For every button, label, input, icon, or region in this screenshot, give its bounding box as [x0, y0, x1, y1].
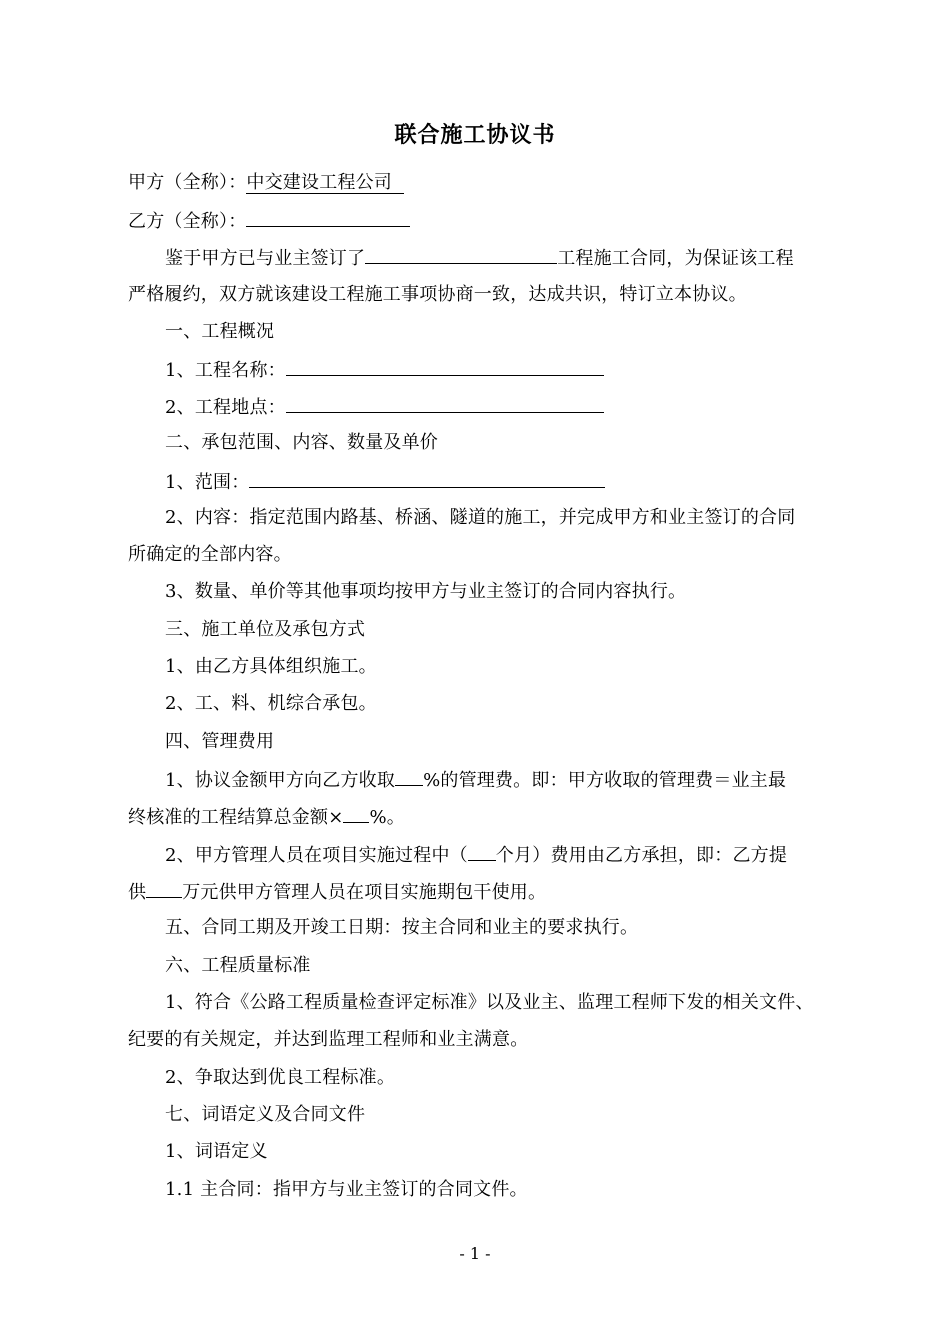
project-name-line: 1、工程名称：	[165, 357, 604, 383]
definitions-heading: 1、词语定义	[165, 1141, 268, 1162]
fee-line-1: 1、协议金额甲方向乙方收取 %的管理费。即：甲方收取的管理费＝业主最	[165, 767, 786, 793]
scope-blank[interactable]	[249, 469, 605, 488]
content-line-2: 所确定的全部内容。	[128, 544, 292, 565]
section-4-heading: 四、管理费用	[165, 731, 275, 752]
project-location-line: 2、工程地点：	[165, 394, 604, 420]
section-6-heading: 六、工程质量标准	[165, 955, 311, 976]
section-2-heading: 二、承包范围、内容、数量及单价	[165, 432, 438, 453]
party-b-label: 乙方（全称）：	[128, 211, 247, 232]
quality-line-1: 1、符合《公路工程质量检查评定标准》以及业主、监理工程师下发的相关文件、	[165, 992, 814, 1013]
staff-cost-line-1: 2、甲方管理人员在项目实施过程中（ 个月）费用由乙方承担，即：乙方提	[165, 842, 787, 868]
fee-percent-blank[interactable]	[395, 767, 423, 786]
fee-percent-blank-2[interactable]	[343, 804, 369, 823]
months-blank[interactable]	[468, 842, 496, 861]
intro-line-1: 鉴于甲方已与业主签订了 工程施工合同，为保证该工程	[165, 245, 794, 271]
party-a-value: 中交建设工程公司	[246, 172, 393, 193]
party-a-line	[128, 171, 404, 195]
content-line-1: 2、内容：指定范围内路基、桥涵、隧道的施工，并完成甲方和业主签订的合同	[165, 507, 796, 528]
section-7-heading: 七、词语定义及合同文件	[165, 1104, 366, 1125]
section-3-item-1: 1、由乙方具体组织施工。	[165, 656, 377, 677]
fee-line-2: 终核准的工程结算总金额× %。	[128, 804, 405, 830]
section-5-line: 五、合同工期及开竣工日期：按主合同和业主的要求执行。	[165, 917, 639, 938]
staff-cost-line-2: 供 万元供甲方管理人员在项目实施期包干使用。	[128, 879, 546, 905]
party-a-label: 甲方（全称）：	[128, 172, 247, 193]
section-3-heading: 三、施工单位及承包方式	[165, 619, 366, 640]
main-contract-blank[interactable]	[365, 245, 557, 264]
scope-line: 1、范围：	[165, 469, 605, 495]
party-b-blank[interactable]	[246, 208, 410, 227]
page-number: - 1 -	[459, 1244, 491, 1263]
section-1-heading: 一、工程概况	[165, 321, 275, 342]
definition-1: 1.1 主合同：指甲方与业主签订的合同文件。	[165, 1179, 528, 1200]
intro-line-2: 严格履约，双方就该建设工程施工事项协商一致，达成共识，特订立本协议。	[128, 284, 747, 305]
document-title: 联合施工协议书	[394, 123, 556, 148]
project-location-blank[interactable]	[286, 394, 604, 413]
quality-line-3: 2、争取达到优良工程标准。	[165, 1067, 396, 1088]
party-b-line	[128, 208, 410, 234]
section-3-item-2: 2、工、料、机综合承包。	[165, 693, 377, 714]
project-name-blank[interactable]	[286, 357, 604, 376]
quantity-line: 3、数量、单价等其他事项均按甲方与业主签订的合同内容执行。	[165, 581, 687, 602]
amount-blank[interactable]	[146, 879, 182, 898]
quality-line-2: 纪要的有关规定，并达到监理工程师和业主满意。	[128, 1029, 529, 1050]
